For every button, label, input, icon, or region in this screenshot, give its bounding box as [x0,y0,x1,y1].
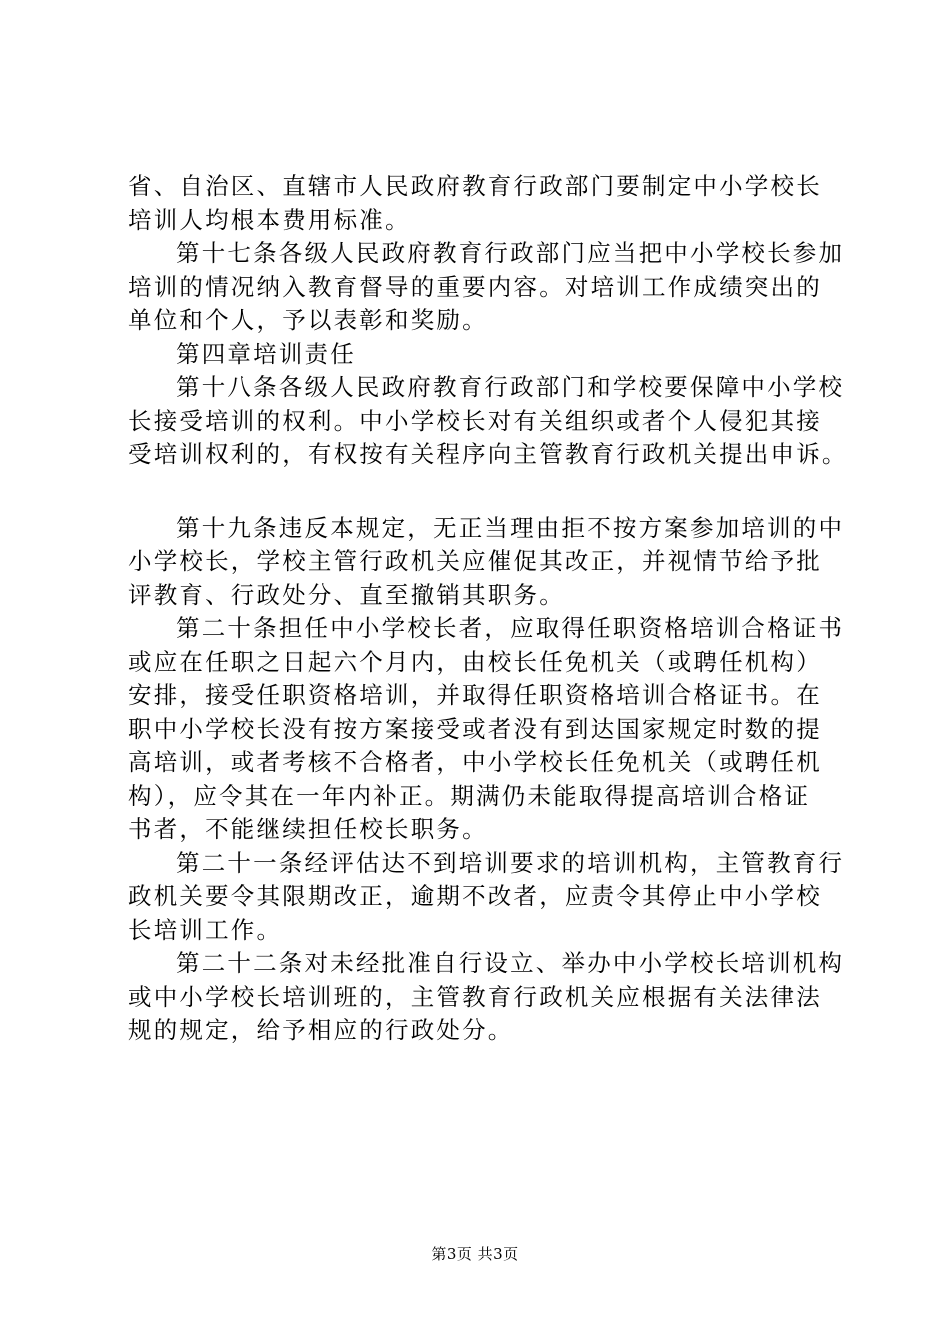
paragraph-line: 安排，接受任职资格培训，并取得任职资格培训合格证书。在 [128,681,822,709]
paragraph [128,338,848,372]
paragraph [128,612,848,847]
paragraph-line: 书者，不能继续担任校长职务。 [128,815,488,843]
paragraph-line: 省、自治区、直辖市人民政府教育行政部门要制定中小学校长 [128,172,822,200]
paragraph-line: 或应在任职之日起六个月内，由校长任免机关（或聘任机构） [128,647,822,676]
paragraph-line: 培训的情况纳入教育督导的重要内容。对培训工作成绩突出的 [128,272,822,301]
page-footer: 第3页 共3页 [431,1245,519,1263]
paragraph-line: 长培训工作。 [128,915,283,944]
paragraph-line: 第二十条担任中小学校长者，应取得任职资格培训合格证书 [176,614,845,642]
paragraph-line: 第十八条各级人民政府教育行政部门和学校要保障中小学校 [176,373,845,401]
paragraph-line: 第十七条各级人民政府教育行政部门应当把中小学校长参加 [176,239,845,267]
document-body [128,170,848,1048]
paragraph-line: 构），应令其在一年内补正。期满仍未能取得提高培训合格证 [128,781,811,810]
paragraph-line: 受培训权利的，有权按有关程序向主管教育行政机关提出申诉。 [128,440,848,468]
paragraph-line: 职中小学校长没有按方案接受或者没有到达国家规定时数的提 [128,714,822,743]
paragraph-line: 第二十二条对未经批准自行设立、举办中小学校长培训机构 [176,949,845,977]
paragraph-line: 长接受培训的权利。中小学校长对有关组织或者个人侵犯其接 [128,406,822,435]
paragraph-line: 培训人均根本费用标准。 [128,205,411,234]
paragraph-line: 或中小学校长培训班的，主管教育行政机关应根据有关法律法 [128,982,822,1011]
paragraph-line: 政机关要令其限期改正，逾期不改者，应责令其停止中小学校 [128,882,822,910]
paragraph [128,170,848,237]
paragraph-line: 第二十一条经评估达不到培训要求的培训机构，主管教育行 [176,848,845,877]
paragraph-line: 小学校长，学校主管行政机关应催促其改正，并视情节给予批 [128,547,822,575]
paragraph [128,371,848,472]
paragraph-line: 规的规定，给予相应的行政处分。 [128,1016,514,1044]
paragraph-line: 单位和个人，予以表彰和奖励。 [128,306,488,334]
paragraph-spacer [128,472,848,512]
paragraph-line: 第四章培训责任 [176,339,356,368]
paragraph-line: 第十九条违反本规定，无正当理由拒不按方案参加培训的中 [176,513,845,542]
paragraph [128,947,848,1048]
paragraph-line: 高培训，或者考核不合格者，中小学校长任免机关（或聘任机 [128,748,822,776]
paragraph [128,237,848,338]
paragraph [128,847,848,948]
paragraph-line: 评教育、行政处分、直至撤销其职务。 [128,580,565,609]
paragraph [128,512,848,613]
